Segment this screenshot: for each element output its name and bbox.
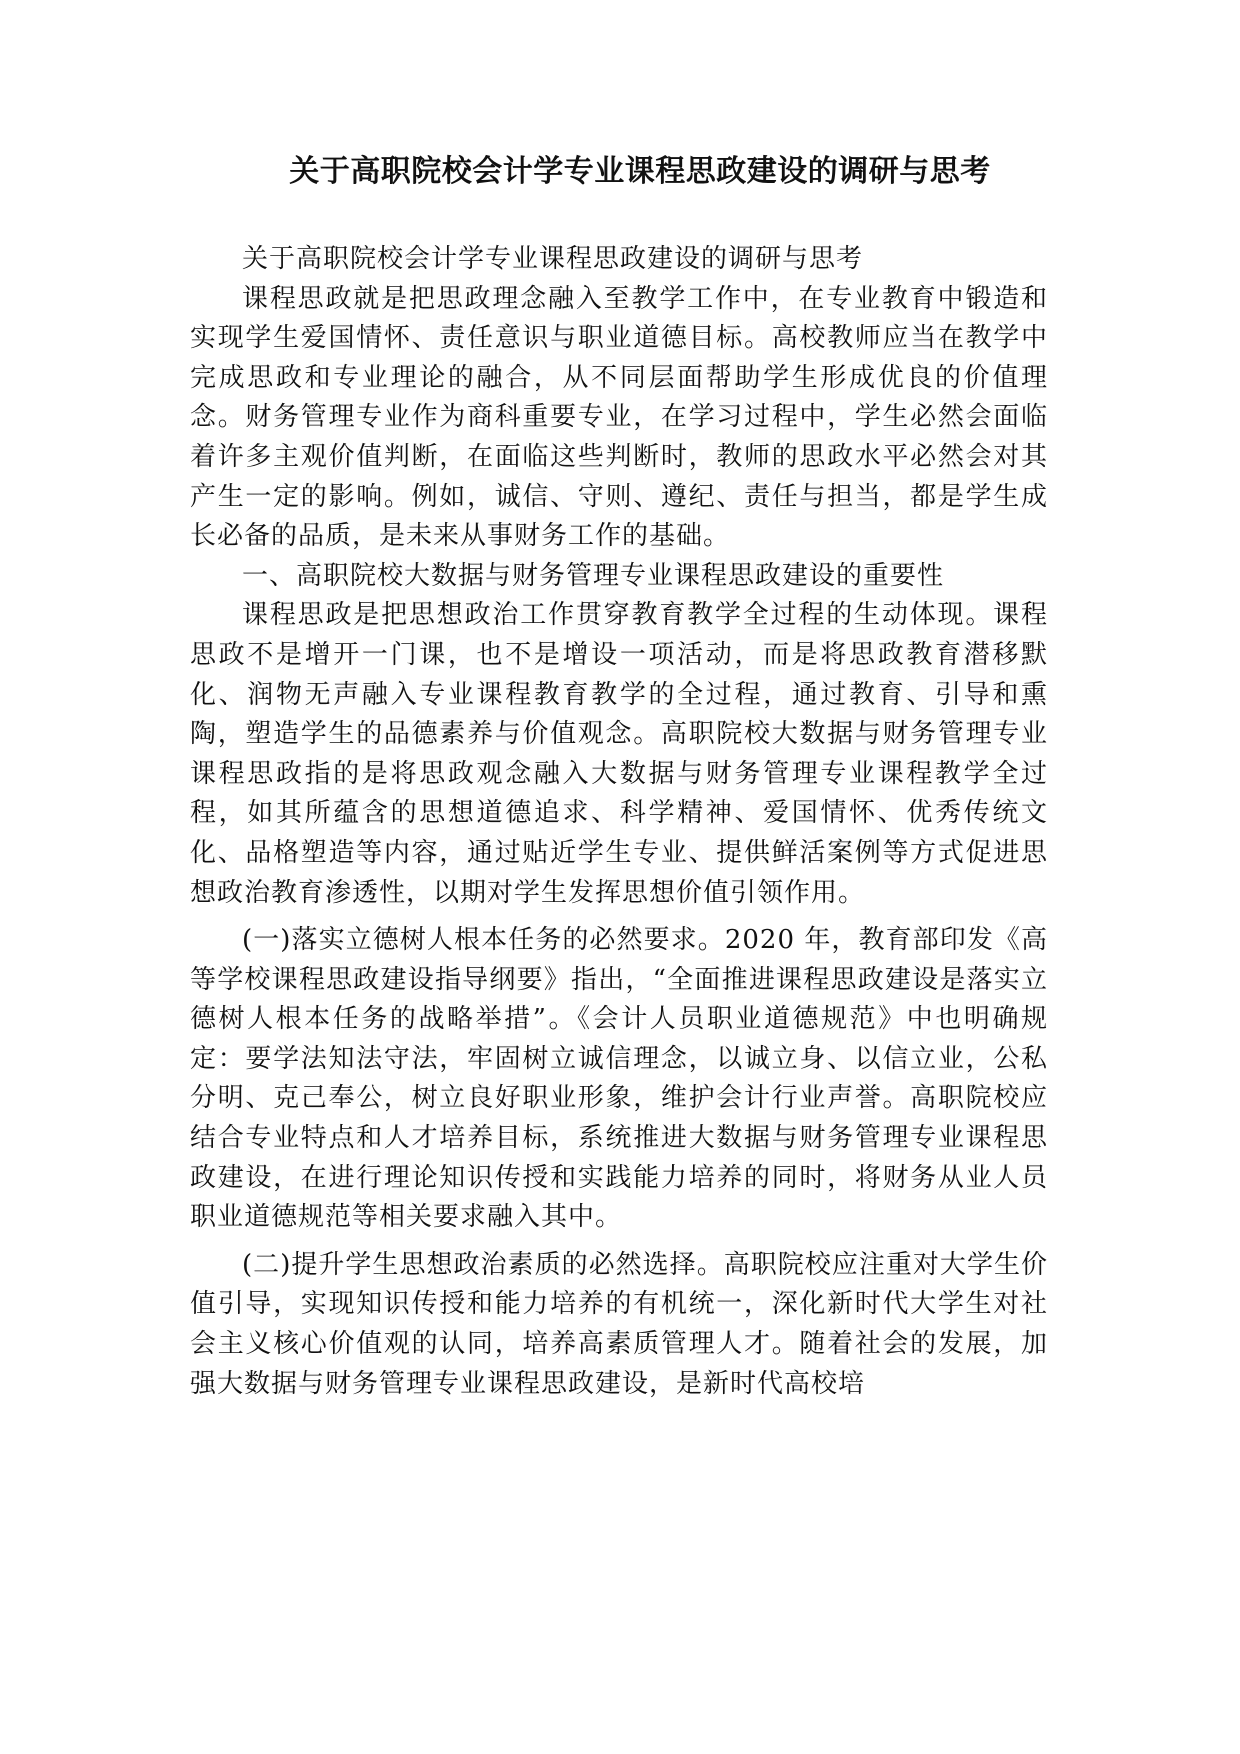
subsection-1-paragraph: (一)落实立德树人根本任务的必然要求。2020 年，教育部印发《高等学校课程思政建设指导纲要》指出，“全面推进课程思政建设是落实立德树人根本任务的战略举措”。《会计人员职业道德规范》中也明确规定：要学法知法守法，牢固树立诚信理念，以诚立身、以信立业，公私分明、克己奉公，树立良好职业形象，维护会计行业声誉。高职院校应结合专业特点和人才培养目标，系统推进大数据与财务管理专业课程思政建设，在进行理论知识传授和实践能力培养的同时，将财务从业人员职业道德规范等相关要求融入其中。	[190, 925, 1048, 1233]
document-title: 关于高职院校会计学专业课程思政建设的调研与思考	[289, 154, 991, 189]
subsection-2-paragraph: (二)提升学生思想政治素质的必然选择。高职院校应注重对大学生价值引导，实现知识传授和能力培养的有机统一，深化新时代大学生对社会主义核心价值观的认同，培养高素质管理人才。随着社会的发展，加强大数据与财务管理专业课程思政建设，是新时代高校培	[190, 1249, 1048, 1399]
section-1-paragraph: 课程思政是把思想政治工作贯穿教育教学全过程的生动体现。课程思政不是增开一门课，也不是增设一项活动，而是将思政教育潜移默化、润物无声融入专业课程教育教学的全过程，通过教育、引导和熏陶，塑造学生的品德素养与价值观念。高职院校大数据与财务管理专业课程思政指的是将思政观念融入大数据与财务管理专业课程教学全过程，如其所蕴含的思想道德追求、科学精神、爱国情怀、优秀传统文化、品格塑造等内容，通过贴近学生专业、提供鲜活案例等方式促进思想政治教育渗透性，以期对学生发挥思想价值引领作用。	[190, 600, 1048, 908]
intro-paragraph: 课程思政就是把思政理念融入至教学工作中，在专业教育中锻造和实现学生爱国情怀、责任意识与职业道德目标。高校教师应当在教学中完成思政和专业理论的融合，从不同层面帮助学生形成优良的价值理念。财务管理专业作为商科重要专业，在学习过程中，学生必然会面临着许多主观价值判断，在面临这些判断时，教师的思政水平必然会对其产生一定的影响。例如，诚信、守则、遵纪、责任与担当，都是学生成长必备的品质，是未来从事财务工作的基础。	[190, 283, 1048, 552]
repeated-title-paragraph: 关于高职院校会计学专业课程思政建设的调研与思考	[242, 244, 864, 274]
document-body	[190, 240, 1048, 1404]
section-heading-1: 一、高职院校大数据与财务管理专业课程思政建设的重要性	[242, 560, 945, 591]
